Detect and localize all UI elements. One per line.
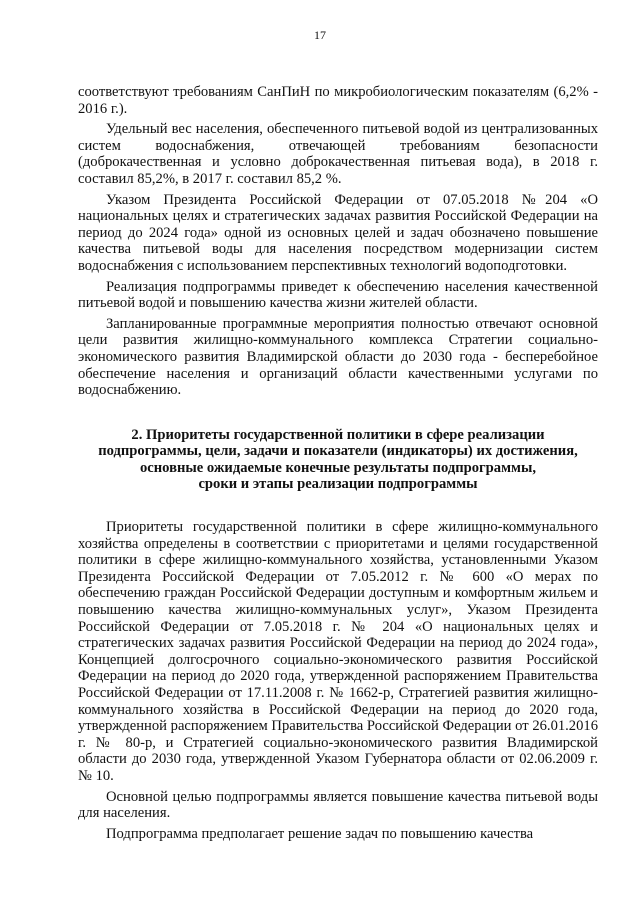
page-number: 17 xyxy=(314,28,326,42)
paragraph: Запланированные программные мероприятия полностью отвечают основной цели развития жилищно-коммунального комплекса Стратегии социально-экономического развития Владимирской области до 2030 года - бесперебойное обеспечение населения и организаций области качественными услугами по водоснабжению. xyxy=(78,315,598,399)
paragraph: Указом Президента Российской Федерации от 07.05.2018 №204 «О национальных целях и стратегических задачах развития Российской Федерации на период до 2024 года» одной из основных целей и задач обозначено повышение качества питьевой воды для населения посредством модернизации систем водоснабжения с использованием перспективных технологий водоподготовки. xyxy=(78,191,598,274)
heading-line: основные ожидаемые конечные результаты подпрограммы, xyxy=(139,459,537,476)
paragraph: соответствуют требованиям СанПиН по микробиологическим показателям (6,2% - 2016 г.). xyxy=(78,84,598,117)
document-body xyxy=(78,84,598,846)
paragraph: Основной целью подпрограммы является повышение качества питьевой воды для населения. xyxy=(78,788,598,822)
paragraph: Приоритеты государственной политики в сфере жилищно-коммунального хозяйства определены в соответствии с приоритетами и целями государственной политики в сфере жилищно-коммунального хозяйства, установленными Указом Президента Российской Федерации от 7.05.2012 г. № 600 «О мерах по обеспечению граждан Российской Федерации доступным и комфортным жильем и повышению качества жилищно-коммунальных услуг», Указом Президента Российской Федерации от 7.05.2018 г. № 204 «О национальных целях и стратегических задачах развития Российской Федерации на период до 2024 года», Концепцией долгосрочного социально-экономического развития Российской Федерации на период до 2020 года, утвержденной распоряжением Правительства Российской Федерации от 17.11.2008 г. № 1662-р, Стратегией развития жилищно-коммунального хозяйства в Российской Федерации на период до 2020 года, утвержденной распоряжением Правительства Российской Федерации от 26.01.2016 г. № 80-р, и Стратегией социально-экономического развития Владимирской области до 2030 года, утвержденной Указом Губернатора области от 02.06.2009 г. № 10. xyxy=(78,519,598,784)
heading-line: сроки и этапы реализации подпрограммы xyxy=(198,476,478,493)
section-heading xyxy=(78,427,598,493)
paragraph: Реализация подпрограммы приведет к обеспечению населения качественной питьевой водой и повышению качества жизни жителей области. xyxy=(78,278,598,312)
paragraph: Удельный вес населения, обеспеченного питьевой водой из централизованных систем водоснабжения, отвечающей требованиям безопасности (доброкачественная и условно доброкачественная питьевая вода), в 2018 г. составил 85,2%, в 2017 г. составил 85,2 %. xyxy=(78,121,598,187)
heading-line: подпрограммы, цели, задачи и показатели (индикаторы) их достижения, xyxy=(98,443,578,460)
heading-line: 2. Приоритеты государственной политики в сфере реализации xyxy=(131,426,545,443)
paragraph: Подпрограмма предполагает решение задач по повышению качества xyxy=(106,825,534,842)
